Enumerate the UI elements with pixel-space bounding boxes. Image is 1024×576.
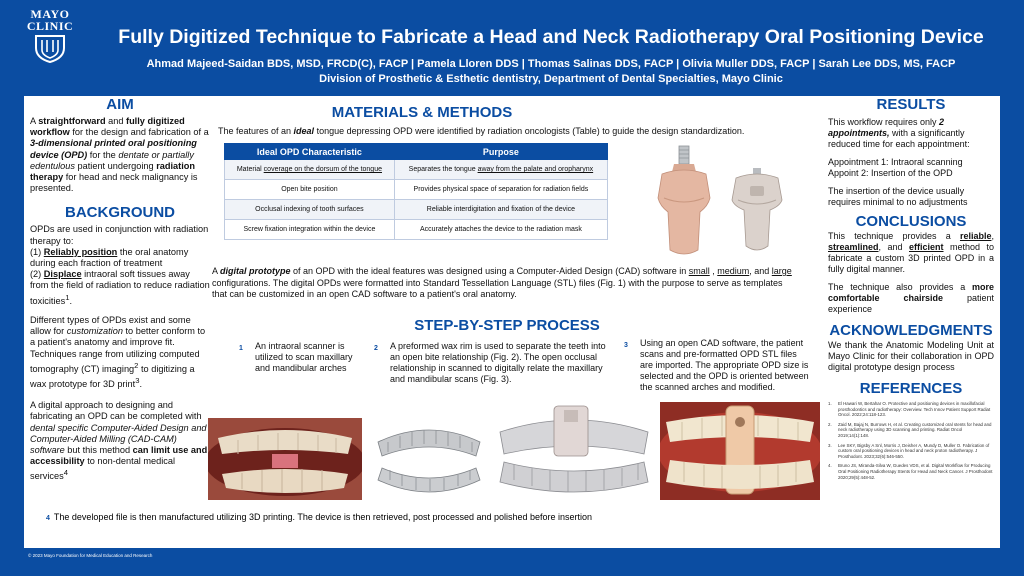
step-number: 1 xyxy=(239,345,243,352)
table-cell: Reliable interdigitation and fixation of the device xyxy=(394,200,607,220)
aim-text: A straightforward and fully digitized workflow for the design and fabrication of a 3-dimensional printed oral positioning device (OPD) for the dentate or partially edentulous patient undergoing radiation therapy for head and neck malignancy is presented. xyxy=(30,116,209,194)
poster-content-panel xyxy=(24,96,1000,548)
results-text: This workflow requires only 2 appointments, with a significantly reduced time for each appointment: xyxy=(828,117,970,149)
table-cell: Accurately attaches the device to the radiation mask xyxy=(394,220,607,240)
digital-prototype-text: A digital prototype of an OPD with the ideal features was designed using a Computer-Aided Design (CAD) software in small , medium, and large configurations. The digital OPDs were formatted into Standard Tessellation Language (STL) files (Fig. 1) with the purpose to serve as templates that can be customized in an open CAD software to a patient's oral anatomy. xyxy=(212,266,792,299)
table-cell: Material coverage on the dorsum of the tongue xyxy=(225,160,395,180)
step-text: Using an open CAD software, the patient scans and pre-formatted OPD STL files are imported. The appropriate OPD size is selected and the OPD is oriented between the scanned arches and modified. xyxy=(640,338,809,392)
opd-prototype-right xyxy=(732,168,782,250)
table-cell: Provides physical space of separation for radiation fields xyxy=(394,180,607,200)
table-cell: Occlusal indexing of tooth surfaces xyxy=(225,200,395,220)
scanned-arches-image xyxy=(370,418,488,500)
background-types-text: Different types of OPDs exist and some allow for customization to better conform to a patient's anatomy and improve fit. Techniques range from utilizing computed tomography (CT) imaging$^2$ to digitizing a wax prototype for 3D print$^3$. xyxy=(30,314,206,390)
step-text: A preformed wax rim is used to separate the teeth into an open bite relationship (Fig. 2). The open occlusal relationship in scanned to digitally relate the maxillary and mandibular scans (Fig. 3). xyxy=(390,341,606,384)
table-cell: Open bite position xyxy=(225,180,395,200)
background-heading: BACKGROUND xyxy=(65,204,175,222)
methods-heading: MATERIALS & METHODS xyxy=(331,104,513,121)
shield-icon xyxy=(33,34,67,64)
results-heading: RESULTS xyxy=(876,96,946,113)
reference-item: 1. El Hawari W, Bertahar O. Protective and positioning devices in maxillofacial prosthodontics and radiotherapy: Overview. Tech Innov Patient Support Radiat Oncol. 2022;24:118-123. xyxy=(828,401,991,418)
table-header-row xyxy=(225,144,608,160)
table-row xyxy=(225,160,608,180)
opd-prototype-figure xyxy=(642,142,802,264)
table-row xyxy=(225,200,608,220)
conclusions-text: This technique provides a reliable, streamlined, and efficient method to fabricate a custom 3D printed OPD in a fully digital manner. xyxy=(828,231,994,274)
mayo-clinic-logo xyxy=(26,8,74,69)
logo-line1: MAYO xyxy=(30,7,70,21)
step-text: An intraoral scanner is utilized to scan maxillary and mandibular arches xyxy=(255,341,353,373)
acknowledgments-text: We thank the Anatomic Modeling Unit at Mayo Clinic for their collaboration in OPD digital prototype design process xyxy=(828,340,994,372)
reference-item: 3. Lee SKY, Bigsby A Snl, Morris J, Deisher A, Mundy D, Muller O. Fabrication of custom oral positioning devices in head and neck proton radiotherapy. J Prosthodont. 2023;32(6):546-550. xyxy=(828,442,990,459)
wax-rim-image xyxy=(208,418,362,500)
results-appointments: Appointment 1: Intraoral scanning Appoint 2: Insertion of the OPD xyxy=(828,157,963,178)
references-list xyxy=(828,401,994,480)
step-4 xyxy=(46,512,636,522)
right-column xyxy=(828,96,994,484)
table-row xyxy=(225,180,608,200)
conclusions-heading: CONCLUSIONS xyxy=(855,213,967,230)
step-number: 2 xyxy=(374,345,378,352)
device-in-mouth-image xyxy=(660,402,820,500)
background-text: OPDs are used in conjunction with radiation therapy to: (1) Reliably position the oral anatomy during each fraction of treatment (2) Displace intraoral soft tissues away from the field of radiation to reduce radiation toxicities$^1$. xyxy=(30,224,210,306)
step-1 xyxy=(239,341,367,374)
conclusions-comfort: The technique also provides a more comfortable chairside patient experience xyxy=(828,282,994,314)
acknowledgments-heading: ACKNOWLEDGMENTS xyxy=(829,322,993,339)
step-3 xyxy=(624,338,810,393)
table-header-purpose: Purpose xyxy=(394,144,607,160)
reference-item: 4. Bruno JS, Miranda-Silva W, Guedes VDS, et al. Digital Workflow for Producing Oral Positioning Radiotherapy Stents for Head and Neck Cancer. J Prosthodont 2020;29(5):448-52. xyxy=(828,463,993,480)
cad-design-image xyxy=(494,402,654,500)
background-digital-text: A digital approach to designing and fabricating an OPD can be completed with dental specific Computer-Aided Design and Computer-Aided Milling (CAD-CAM) software but this method can limit use and accessibility to non-dental medical services$^4$ xyxy=(30,400,208,482)
poster-header xyxy=(0,0,1024,92)
step-text: The developed file is then manufactured utilizing 3D printing. The device is then retrieved, post processed and polished before insertion xyxy=(53,512,593,522)
reference-item: 2. Zaid M, Bajaj N, Burrows H, et al. Creating customized oral stents for head and neck radiotherapy using 3D scanning and printing. Radiat Oncol 2019;14(1):148. xyxy=(828,421,992,438)
opd-inserted-photo xyxy=(660,402,820,500)
step-number: 4 xyxy=(46,515,50,522)
poster-authors: Ahmad Majeed-Saidan BDS, MSD, FRCD(C), FACP | Pamela Lloren DDS | Thomas Salinas DDS, FACP | Olivia Muller DDS, FACP | Sarah Lee DDS, MS, FACP xyxy=(146,58,956,70)
table-cell: Separates the tongue away from the palate and oropharynx xyxy=(394,160,607,180)
results-insertion: The insertion of the device usually requires minimal to no adjustments xyxy=(828,186,968,207)
intraoral-photo-wax-rim xyxy=(208,418,362,500)
opd-cad-model-image xyxy=(494,402,654,500)
step-2 xyxy=(374,341,612,385)
table-header-characteristic: Ideal OPD Characteristic xyxy=(225,144,395,160)
arch-scans-image xyxy=(370,418,488,500)
left-column xyxy=(30,96,210,493)
table-row xyxy=(225,220,608,240)
opd-prototype-left xyxy=(658,146,710,254)
logo-line2: CLINIC xyxy=(26,19,74,33)
poster-affiliation: Division of Prosthetic & Esthetic dentistry, Department of Dental Specialties, Mayo Clinic xyxy=(319,73,783,85)
poster-title: Fully Digitized Technique to Fabricate a Head and Neck Radiotherapy Oral Positioning Device xyxy=(118,26,984,48)
opd-characteristics-table xyxy=(224,143,608,240)
steps-heading: STEP-BY-STEP PROCESS xyxy=(414,317,600,334)
copyright-footer: © 2023 Mayo Foundation for Medical Education and Research xyxy=(28,553,153,558)
references-heading: REFERENCES xyxy=(859,380,963,397)
step-number: 3 xyxy=(624,342,628,349)
aim-heading: AIM xyxy=(106,96,134,113)
table-cell: Screw fixation integration within the device xyxy=(225,220,395,240)
methods-intro: The features of an ideal tongue depressing OPD were identified by radiation oncologists (Table) to guide the design standardization. xyxy=(218,126,745,136)
